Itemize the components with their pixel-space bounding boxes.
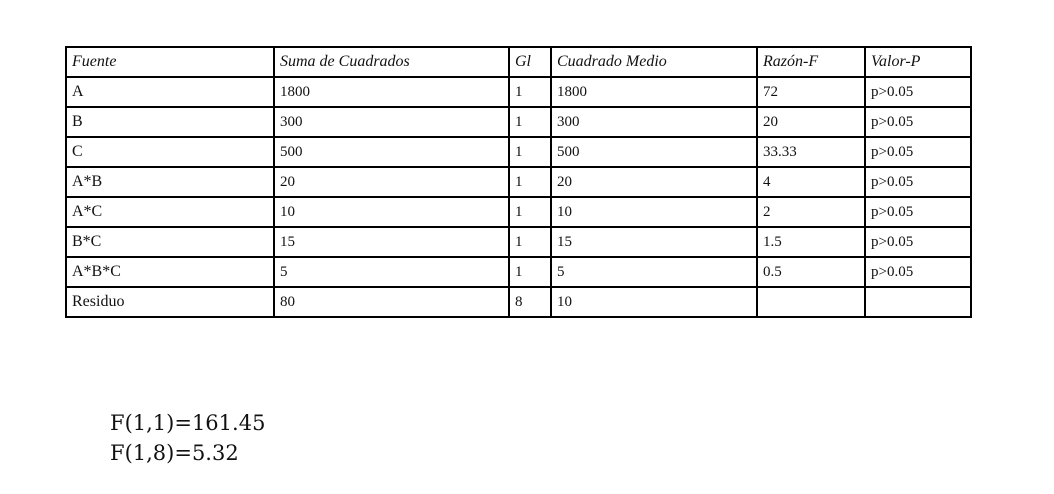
table-header-row — [66, 47, 971, 77]
header-valor-p: Valor-P — [865, 47, 971, 77]
cell-cuadrado-medio: 10 — [551, 287, 757, 317]
cell-cuadrado-medio: 10 — [551, 197, 757, 227]
cell-fuente: A — [66, 77, 274, 107]
table-row — [66, 287, 971, 317]
header-fuente: Fuente — [66, 47, 274, 77]
cell-cuadrado-medio: 500 — [551, 137, 757, 167]
critical-values — [110, 408, 265, 468]
cell-gl: 1 — [509, 227, 551, 257]
cell-fuente: A*B — [66, 167, 274, 197]
cell-gl: 1 — [509, 77, 551, 107]
critical-value-f-1-8: F(1,8)=5.32 — [110, 441, 239, 465]
cell-fuente: A*B*C — [66, 257, 274, 287]
cell-cuadrado-medio: 1800 — [551, 77, 757, 107]
cell-valor-p: p>0.05 — [865, 77, 971, 107]
cell-fuente: C — [66, 137, 274, 167]
cell-valor-p: p>0.05 — [865, 137, 971, 167]
table-row — [66, 257, 971, 287]
cell-razon-f — [757, 287, 865, 317]
cell-cuadrado-medio: 300 — [551, 107, 757, 137]
table-row — [66, 77, 971, 107]
cell-razon-f: 1.5 — [757, 227, 865, 257]
cell-razon-f: 0.5 — [757, 257, 865, 287]
cell-suma-cuadrados: 300 — [274, 107, 509, 137]
cell-cuadrado-medio: 15 — [551, 227, 757, 257]
cell-valor-p: p>0.05 — [865, 257, 971, 287]
anova-table — [65, 46, 972, 318]
cell-valor-p: p>0.05 — [865, 167, 971, 197]
cell-gl: 1 — [509, 197, 551, 227]
cell-fuente: A*C — [66, 197, 274, 227]
cell-gl: 1 — [509, 107, 551, 137]
cell-fuente: B*C — [66, 227, 274, 257]
cell-fuente: Residuo — [66, 287, 274, 317]
cell-gl: 1 — [509, 257, 551, 287]
cell-suma-cuadrados: 10 — [274, 197, 509, 227]
cell-gl: 1 — [509, 167, 551, 197]
table-row — [66, 137, 971, 167]
cell-suma-cuadrados: 80 — [274, 287, 509, 317]
header-cuadrado-medio: Cuadrado Medio — [551, 47, 757, 77]
cell-razon-f: 33.33 — [757, 137, 865, 167]
cell-suma-cuadrados: 5 — [274, 257, 509, 287]
cell-suma-cuadrados: 15 — [274, 227, 509, 257]
header-razon-f: Razón-F — [757, 47, 865, 77]
cell-razon-f: 4 — [757, 167, 865, 197]
table-row — [66, 227, 971, 257]
cell-cuadrado-medio: 5 — [551, 257, 757, 287]
cell-suma-cuadrados: 500 — [274, 137, 509, 167]
cell-valor-p: p>0.05 — [865, 107, 971, 137]
cell-suma-cuadrados: 20 — [274, 167, 509, 197]
cell-suma-cuadrados: 1800 — [274, 77, 509, 107]
table-row — [66, 197, 971, 227]
cell-fuente: B — [66, 107, 274, 137]
cell-valor-p — [865, 287, 971, 317]
table-row — [66, 107, 971, 137]
cell-gl: 1 — [509, 137, 551, 167]
header-gl: Gl — [509, 47, 551, 77]
cell-gl: 8 — [509, 287, 551, 317]
critical-value-f-1-1: F(1,1)=161.45 — [110, 411, 266, 435]
cell-valor-p: p>0.05 — [865, 197, 971, 227]
cell-cuadrado-medio: 20 — [551, 167, 757, 197]
cell-valor-p: p>0.05 — [865, 227, 971, 257]
cell-razon-f: 72 — [757, 77, 865, 107]
header-suma-cuadrados: Suma de Cuadrados — [274, 47, 509, 77]
cell-razon-f: 2 — [757, 197, 865, 227]
cell-razon-f: 20 — [757, 107, 865, 137]
table-row — [66, 167, 971, 197]
